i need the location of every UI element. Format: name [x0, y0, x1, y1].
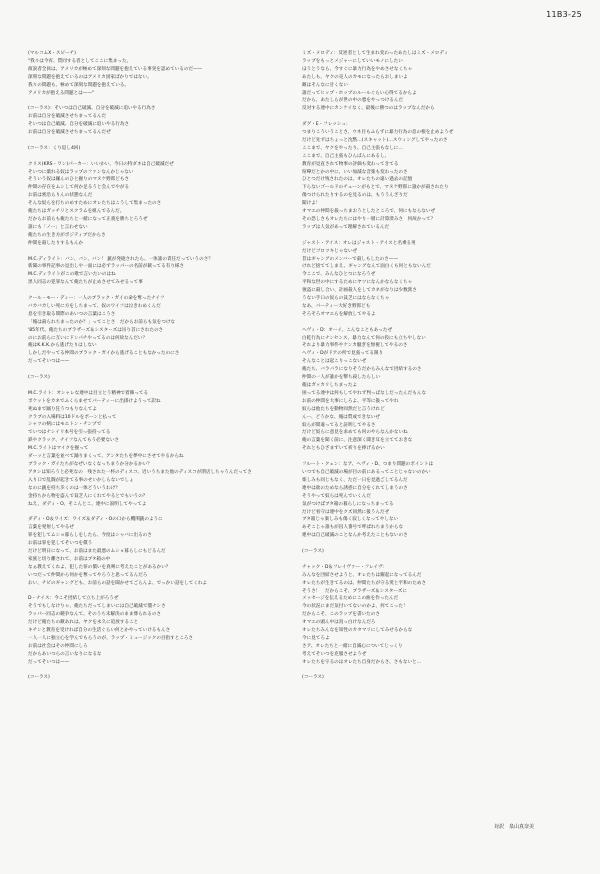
lyric-line: ヘヴィ・D：オーイ、こんなこともあったぜ: [302, 327, 393, 333]
lyric-line: 金持ちから物を盗んで貧乏人にくれてやるとでもいうの？: [28, 493, 148, 499]
lyric-line: けれど捨ててしまえ、ギャングなんて面白くも何ともないんだ: [302, 264, 431, 270]
lyric-line: 昔はギャングのメンバーで殺しもしたのさ——: [302, 256, 399, 262]
lyric-line: フルート・クェン：なア、ヘヴィ・D、つまり問題のポイントは: [302, 462, 434, 468]
lyric-line: 死ぬまで踊り狂うつもりなんてよ: [28, 406, 97, 412]
lyric-line: クール・モー・ディー：一人のブラック・ガイの命を奪ったナイフ: [28, 296, 165, 302]
lyric-block: [28, 256, 290, 288]
lyric-line: ほうとうなら、今すぐに暴力行為をやめさせなくちゃ: [302, 66, 413, 72]
lyric-line: そいつに薬れる奴はラップのファンなんかじゃない: [28, 169, 134, 175]
lyric-line: ミズ・メロディ：反逆者として生まれ変わったあたしはミズ・メロディ: [302, 51, 449, 56]
lyric-line: M.C.ディライトがこの歌で言いたいのはね: [28, 272, 116, 278]
lyric-line: そうでもしなけりゃ、俺たちだってしまいには自己破滅で闇ナシさ: [28, 604, 166, 610]
lyric-line: 俺はK.K.K.から逃げたりはしない: [28, 343, 97, 349]
translator-credit: 対訳 泉山真奈美: [493, 824, 534, 830]
lyric-line: オマエの頭ん中は真っ白けなんだろ: [302, 620, 376, 626]
lyric-line: だってそいつは——: [28, 659, 70, 665]
lyric-line: そんなことは起こりっこないぜ: [302, 359, 367, 365]
lyric-line: お前は自分を破滅させちまってるんだぜ: [28, 130, 111, 136]
lyric-line: オマエの仲間を殺っちまおうとしたところで、何にもならないぜ: [302, 209, 436, 215]
lyric-line: おい、チビのギャングども、お前らの話を聞かせてごらんよ、でっかい話をしてくれよ: [28, 580, 208, 586]
lyric-line: クリス(KRS・ワン)パーカー：いいかい、今日の特ダネは自己破滅だぜ: [28, 161, 174, 167]
lyric-line: ダディ・O＆ワイズ：ワイズ＆ダディ・Oの口から機関銃のように: [28, 517, 163, 523]
lyric-line: いつだって仲間から何かを奪ってやろうと思ってるんだろ: [28, 572, 148, 578]
lyric-line: 敵はそんなに甘くない: [302, 82, 348, 88]
lyric-line: 仲間の存在をムシして何か足るうと会んでやがる: [28, 185, 130, 191]
lyric-line: 仲間を殺したりするもんか: [28, 240, 84, 246]
lyric-line: そいつは自己破滅、自分を破滅に追いやる行為さ: [28, 122, 130, 128]
lyric-line: 今の状況にまだ気付いてないのかよ、何てこった！: [302, 604, 408, 610]
lyric-line: だけどゴロツキじゃないぜ: [302, 248, 358, 254]
lyric-line: お前の仲間を大事にしろよ、平等に扱ってやれ: [302, 398, 399, 404]
lyric-line: オレたちみんなを知性のカタマリにしてみせるからな: [302, 628, 413, 634]
lyric-line: のにお前らに互いにドンパチやってるのは何故なんだい？: [28, 335, 148, 341]
lyric-block: [28, 516, 290, 587]
lyric-line: 俺はガッカリしちまったよ: [302, 383, 358, 389]
lyric-line: つまりこういうことさ、ウネ目もふらずに暴力行為の息の根を止めようぜ: [302, 130, 454, 136]
lyric-line: ダーッと言葉を並べて踊りまくって、アンタたちを夢中にさせてやるからね: [28, 454, 184, 460]
lyric-line: 仲間の一人が誰かを撃ち殺したらしい: [302, 375, 381, 381]
lyric-line: アメリカが抱える問題とは——": [28, 90, 95, 96]
lyric-line: ひとつだけ残されたのは、オレたちの遠い過去の記憶: [302, 177, 413, 183]
lyric-line: オレたちを守るのはオレたち自身だからさ、さもないと…: [302, 659, 422, 665]
lyric-line: ラップは人気があって理解されているんだ: [302, 224, 390, 230]
lyric-line: 喧嘩だとかの中に、いい加減な音楽も変わったのさ: [302, 169, 408, 175]
lyric-block: [28, 105, 290, 137]
lyric-line: そうさ！ だからこそ、ブラザーズ＆シスターズに: [302, 588, 407, 594]
lyrics-left-column: [28, 50, 290, 690]
lyric-line: 鉄やクラック、ナイフなんてもう必要ないさ: [28, 438, 120, 444]
lyric-line: だけど明日になって、お前はまた最悪のムショ暮らしにもどるんだ: [28, 548, 166, 554]
lyric-line: 「俺は殺られちまったのか？」ってことさ だからお前らも気をつけな: [28, 319, 176, 325]
lyric-line: いつでも自己破滅の場が目の前にあるってことじゃないのかい: [302, 469, 431, 475]
lyric-block: [28, 390, 290, 509]
lyric-line: お前は社会はその仲間にしろ: [28, 643, 88, 649]
lyric-line: クラブの入場料は10ドルをポーンと払って: [28, 414, 117, 420]
lyric-line: 俺たちはガッチリとスクラムを組んでるんだ。: [28, 209, 125, 215]
lyric-line: 反対する連中にカンケイなく、最後に勝つのはラップなんだから: [302, 106, 435, 112]
lyric-line: 傷つけられたりするのを見るのは、もううんざりだ: [302, 193, 408, 199]
lyric-line: そろそろオマエらを解放してやるよ: [302, 311, 376, 317]
lyric-block: [28, 161, 290, 248]
lyric-line: (コーラス)：そいつは自己破滅、自分を破滅に追いやる行為さ: [28, 106, 156, 112]
lyric-line: その恐しさもオレたちにはやり一層に計算済みさ 何故かって？: [302, 217, 436, 223]
lyric-line: しかしだやってる仲間のブラック・ガイから逃げることもなかったのにさ: [28, 351, 180, 357]
lyric-line: 黒人同志の犯罪なんて俺たちが止めさせてみせるって事: [28, 280, 143, 286]
lyric-line: だけど俺たちの敵あれは、ヤクを永久に追放すること: [28, 620, 139, 626]
lyric-line: 俺たちの生き方がポジティブだからさ: [28, 232, 106, 238]
lyric-block: [28, 595, 290, 666]
lyric-line: ここまで、自己主張もひんぱんにあるし、: [302, 153, 390, 159]
lyric-line: なぁ教えてくれよ、犯した罪の償いを真剣に考えたことがあるかい？: [28, 564, 171, 570]
lyric-line: だけど奴らに意見を求めても何のやらなんかないね: [302, 430, 408, 436]
lyric-line: 気がつけばブタ箱の暮らしになっちまってる: [302, 501, 394, 507]
lyric-line: 考えてそいつを克服させようぜ: [302, 651, 367, 657]
lyric-line: (コーラス): [28, 375, 50, 381]
lyric-line: だけど看守は連中をクズ同然に扱うんだぜ: [302, 509, 390, 515]
lyric-line: 誰だってヒップ・ホップのルールぐらい心得てるからよ: [302, 90, 417, 96]
lyric-line: 困ってる連中は何もしてやれず判っぱなしだったんだもんな: [302, 390, 427, 396]
lyric-line: バカバカしい死に方をしちまって、奴のワイフは泣きわめくんだ: [28, 303, 161, 309]
lyric-line: 我々の問題も、極めて深刻な問題を抱えている。: [28, 82, 130, 88]
lyric-line: 下らないゴールドのチェーンがもとで、マヌケ野郎に誰かが殺されたり: [302, 185, 449, 191]
lyric-line: ブラック・ガイたちがなぜいなくなっちまうか分かるかい？: [28, 462, 152, 468]
lyric-line: 今ここで、みんなひとつになろうぜ: [302, 272, 376, 278]
lyric-line: 奴らが間違ってると証明してやるさ: [302, 422, 376, 428]
lyric-line: んー、どうかな、俺は賛成できないぜ: [302, 414, 380, 420]
lyric-line: 一人一人に独立心を学んでもらうのが、ラップ・ミュージックの目指すところさ: [28, 635, 194, 641]
lyric-line: あそこじゃ誰もが囚人番号で呼ばれちまうからな: [302, 525, 404, 531]
lyric-line: オレたちが生きてるのは、仲間たちが守る愛と平和のためさ: [302, 580, 427, 586]
lyric-line: それより暴力事件やケンカ騒ぎを無視してやるのさ: [302, 343, 408, 349]
lyric-line: ポケットをカネでふくらませてパーティーに出掛けようって訳ね: [28, 398, 161, 404]
lyric-line: ヘヴィ・Dがドアの所で見張ってる限り: [302, 351, 384, 357]
lyric-block: [28, 374, 290, 382]
lyric-block: [302, 548, 580, 556]
lyric-block: [302, 327, 580, 454]
lyric-line: 白乾行為にナンセンス、暴力なんて何の役にも立ちやしない: [302, 335, 426, 341]
lyric-line: 強盗に殺し合い、計画殺人をしてカネがなりは少数派さ: [302, 288, 417, 294]
lyric-line: 家族と切り離されて、お前はブタ箱の中: [28, 556, 111, 562]
lyric-line: 楽しみも同じもなく、ただ一日を見過ごしてるんだ: [302, 477, 408, 483]
lyric-line: ダグ・E・フレッシュ：: [302, 122, 351, 128]
lyric-line: シャツの柄にはモエトン・チンプで: [28, 422, 102, 428]
lyric-block: [302, 674, 580, 682]
lyric-line: (コーラス：くり返し4回): [28, 145, 81, 151]
lyric-block: [302, 564, 580, 667]
lyric-line: さア、オレたちと一緒に自滅心についてじっくり: [302, 643, 403, 649]
lyric-line: 息を引き取る間際のあいつの言葉はこうさ: [28, 311, 116, 317]
lyric-line: だってそいつは——: [28, 359, 70, 365]
lyric-line: それともひざまずいて祈りを捧げるかい: [302, 446, 385, 452]
lyric-line: 俺たち、バラバラになりそうだからみんなで団結するのさ: [302, 367, 422, 373]
lyric-line: 誰にも「ノー」と言わせない: [28, 224, 88, 230]
lyric-line: (コーラス): [302, 675, 324, 681]
lyric-line: キチンと教育を受ければ自分の生活ぐらい何とかやっていけるもんさ: [28, 628, 171, 634]
lyric-line: ねえ、ダディ・O、そこんとこ、連中に説明してやってよ: [28, 501, 147, 507]
lyric-line: 入り口で乱闘が起きてる事のせいかしらないでしょ: [28, 477, 134, 483]
lyric-line: 俺の言葉を聞く前に、注意深く聞き耳を立てておきな: [302, 438, 413, 444]
lyric-line: だけど先ずはちょっと沈黙…(スキャット)…スウィングしてやったのさ: [302, 137, 448, 143]
lyric-block: [302, 50, 580, 113]
lyrics-right-column: [302, 50, 580, 690]
lyric-line: 連中は欲のためなら誘惑に自分をくれてしまうのさ: [302, 485, 408, 491]
lyric-line: だからあいつらの言いなりになるな: [28, 651, 102, 657]
lyric-block: [302, 121, 580, 232]
lyric-line: (マルコムX・スピーチ): [28, 51, 76, 56]
lyric-block: [28, 295, 290, 366]
lyric-line: なあ、パーティー大好き野郎ども: [302, 303, 371, 309]
lyric-line: (コーラス): [302, 549, 324, 555]
lyric-line: 演説者全員は、アメリカが極めて深刻な問題を抱えている事実を認めているのだ——: [28, 66, 203, 72]
lyric-line: 罪を犯してムショ暮らしをしたら、今度はシャバに出るのさ: [28, 533, 152, 539]
lyric-line: お前は自分を破滅させちまってるんだ: [28, 114, 107, 120]
lyric-block: [302, 240, 580, 319]
lyric-line: そうやって奴らは死んでいくんだ: [302, 493, 371, 499]
lyric-line: ラップをもっとメジャーにしていいモノにしたい: [302, 58, 403, 64]
lyric-line: でいつはナシイリ本号を引っ張持ってる: [28, 430, 111, 436]
lyric-line: なのに銃を持ち歩くのは一体どういうわけ？: [28, 485, 120, 491]
lyric-line: "我々は今宵、賛同する者としてここに集まった。: [28, 58, 132, 64]
page-code: 11B3-25: [546, 10, 582, 19]
lyric-line: 聞けよ！: [302, 201, 321, 207]
lyric-line: あたしも、ヤクの売人のカモになったらおしまいよ: [302, 74, 408, 80]
lyric-line: 言葉を発射してやるぜ: [28, 525, 74, 531]
lyric-line: 深刻な問題を抱えているのはアメリカ国家ばかりではない。: [28, 74, 152, 80]
lyric-line: アタシは知ろうと必死なの 残された一杯のディスコ、近いうちまた他のディスコが閉店しちゃうんだってさ: [28, 469, 252, 475]
lyric-line: うない手口の奴らの貧乏にはならなくちゃ: [302, 296, 390, 302]
lyric-line: だからこそ、このラップを書いたのさ: [302, 612, 380, 618]
lyric-line: 奴らは他たちを動物同然だと言うけれど: [302, 406, 385, 412]
lyric-line: メッセージを伝えるためにこの曲を作ったんだ: [302, 596, 399, 602]
lyric-line: D・ナイス：今こそ団結して立ち上がろうぜ: [28, 596, 119, 602]
lyric-block: [28, 50, 290, 97]
lyric-line: M.C.ライト：オシャレな連中は目立とう精神で着飾ってる: [28, 390, 149, 396]
lyric-line: ここまで、ヤクをやったり、自己主張もなしに…: [302, 145, 403, 151]
lyric-line: みんなを団結させようと、オレたちは躍起になってるんだ: [302, 572, 422, 578]
lyric-line: ラッパー同志の競争なんて、そのうち未解決のまま葬られるのさ: [28, 612, 162, 618]
lyric-block: [28, 145, 290, 153]
lyric-line: そういう奴は嫌んのひと握りのマヌケ野郎どもさ: [28, 177, 130, 183]
lyric-block: [302, 461, 580, 540]
lyric-line: ブタ箱じゃ楽しみも傷く寂しくなってやしない: [302, 517, 399, 523]
lyric-line: だから、あたしらが世の中の悪をやっつけるんだ: [302, 98, 404, 104]
lyric-line: '85年代、俺たちのブラザーズ＆シスターズは吊り首にされたのさ: [28, 327, 164, 333]
lyric-block: [28, 674, 290, 682]
lyric-line: 平和な世の中にするためにヤツになんかならなくちゃ: [302, 280, 413, 286]
lyric-line: M.C.ライトはマイクを握って: [28, 446, 89, 452]
lyric-line: チャック・D＆フレイヴァー・フレイヴ：: [302, 564, 388, 570]
lyric-line: 今に見てろよ: [302, 635, 330, 641]
lyric-line: M.C.ディライト：バン、バン、バン！ 銃が発砲されたら、一体誰の責任だっていうのさ？: [28, 256, 213, 262]
lyric-line: 教育が見直されて物事の評価も変わってきてる: [302, 161, 399, 167]
lyric-line: お前は罪を犯してそいつを償う: [28, 541, 93, 547]
lyric-line: 新聞の事件記事の見出しや一面には必ずラッパーの名前が載ってる有り様さ: [28, 264, 185, 270]
lyric-line: お前は密沿らりんの状態なんだ: [28, 193, 93, 199]
lyric-line: ジャスト・アイス：オレはジャスト・アイスと名乗る男: [302, 240, 416, 246]
lyric-line: だからお前らも俺たちと一緒になって正義を勝ちとろうぜ: [28, 216, 148, 222]
lyric-line: そんな奴らを打ちのめすためにオレたちはこうして集まったのさ: [28, 201, 162, 207]
lyric-line: (コーラス): [28, 675, 50, 681]
lyric-line: 連中は自己破滅のことなんか考えたこともないのさ: [302, 533, 408, 539]
